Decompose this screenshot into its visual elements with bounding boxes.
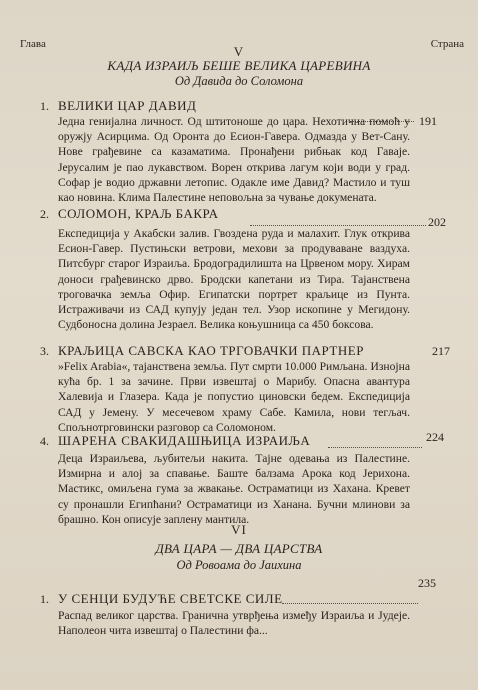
section-summary: Деца Израиљева, љубитељи накита. Тајне одевања из Палестине. Измирна и алој за спавање. Баште балзама Арока код Јерихона. Мастикс, омиљена гума за жвакање. Остраматици из Хахана. Кревет су пронашли Египћани? Остраматици из Ханана. Бучни млинови за брашно. Кон описује заплену мантила. <box>58 452 410 526</box>
section-number: 1. <box>40 592 49 606</box>
section-title: ВЕЛИКИ ЦАР ДАВИД <box>58 98 197 113</box>
section-summary: »Felix Arabia«, тајанствена земља. Пут смрти 10.000 Римљана. Изнојна кућа бр. 1 за зачине. Први извештај о Марибу. Опасна авантура Халевија и Глазера. Када је попустио циновски бедем. Експедиција САД у Јемену. У месечевом храму Сабе. Камила, нови тегљач. Спољнотрговински разговор са Соломоном. <box>58 360 410 434</box>
section-number: 3. <box>40 344 49 358</box>
header-chapter-label: Глава <box>20 38 46 50</box>
section-number: 1. <box>40 99 49 113</box>
part-number: V <box>233 44 245 59</box>
section-summary: Једна генијална личност. Од штитоноше до цара. Нехотична помоћ у оружју Асирцима. Од Оронта до Есион-Гавера. Одмазда у Вет-Сану. Нове грађевине са казаматима. Пронађени рибњак код Гаваје. Јерусалим је пао лукавством. Ворен открива лагум који води у град. Софар је водио државни летопис. Одакле име Давид? Мастило и туш као новина. Клима Палестине неповољна за чување докумената. <box>58 115 410 205</box>
leader-dots <box>328 446 422 448</box>
part-subtitle: Од Давида до Соломона <box>174 74 304 88</box>
leader-dots <box>282 602 418 604</box>
section-page-number: 202 <box>428 215 446 229</box>
section-title: ШАРЕНА СВАКИДАШЊИЦА ИЗРАИЉА <box>58 433 311 448</box>
section-title: КРАЉИЦА САВСКА КАО ТРГОВАЧКИ ПАРТНЕР <box>58 343 364 358</box>
section-number: 4. <box>40 434 49 448</box>
section-page-number: 224 <box>426 430 444 444</box>
part-title: КАДА ИЗРАИЉ БЕШЕ ВЕЛИКА ЦАРЕВИНА <box>107 58 371 73</box>
section-page-number: 235 <box>418 576 436 590</box>
part-subtitle: Од Ровоама до Јаихина <box>176 558 302 572</box>
part-number: VI <box>231 522 247 537</box>
part-title: ДВА ЦАРА — ДВА ЦАРСТВА <box>155 541 323 556</box>
section-summary: Распад великог царства. Гранична утврђења између Израиља и Јудеје. Наполеон чита извештај о Палестини фа... <box>58 609 410 638</box>
section-page-number: 217 <box>432 344 450 358</box>
section-number: 2. <box>40 207 49 221</box>
section-summary: Експедиција у Акабски залив. Гвоздена руда и малахит. Глук открива Есион-Гавер. Пустињски ветрови, мехови за продуваване ваздуха. Питсбург старог Израиља. Бродоградилишта на Црвеном мору. Хирам доноси грађевинско дрво. Бродски капетани из Тира. Тајанствена троговачка земља Офир. Египатски портрет краљице из Пунта. Истраживачи из САД купују један тел. Узор ископине у Мегидону. Судбоносна долина Језраел. Велика коњушница са 450 боксова. <box>58 227 410 332</box>
section-title: СОЛОМОН, КРАЉ БАКРА <box>58 206 219 221</box>
header-page-label: Страна <box>430 38 464 50</box>
section-page-number: 191 <box>419 114 437 128</box>
section-title: У СЕНЦИ БУДУЋЕ СВЕТСКЕ СИЛЕ <box>58 591 283 606</box>
